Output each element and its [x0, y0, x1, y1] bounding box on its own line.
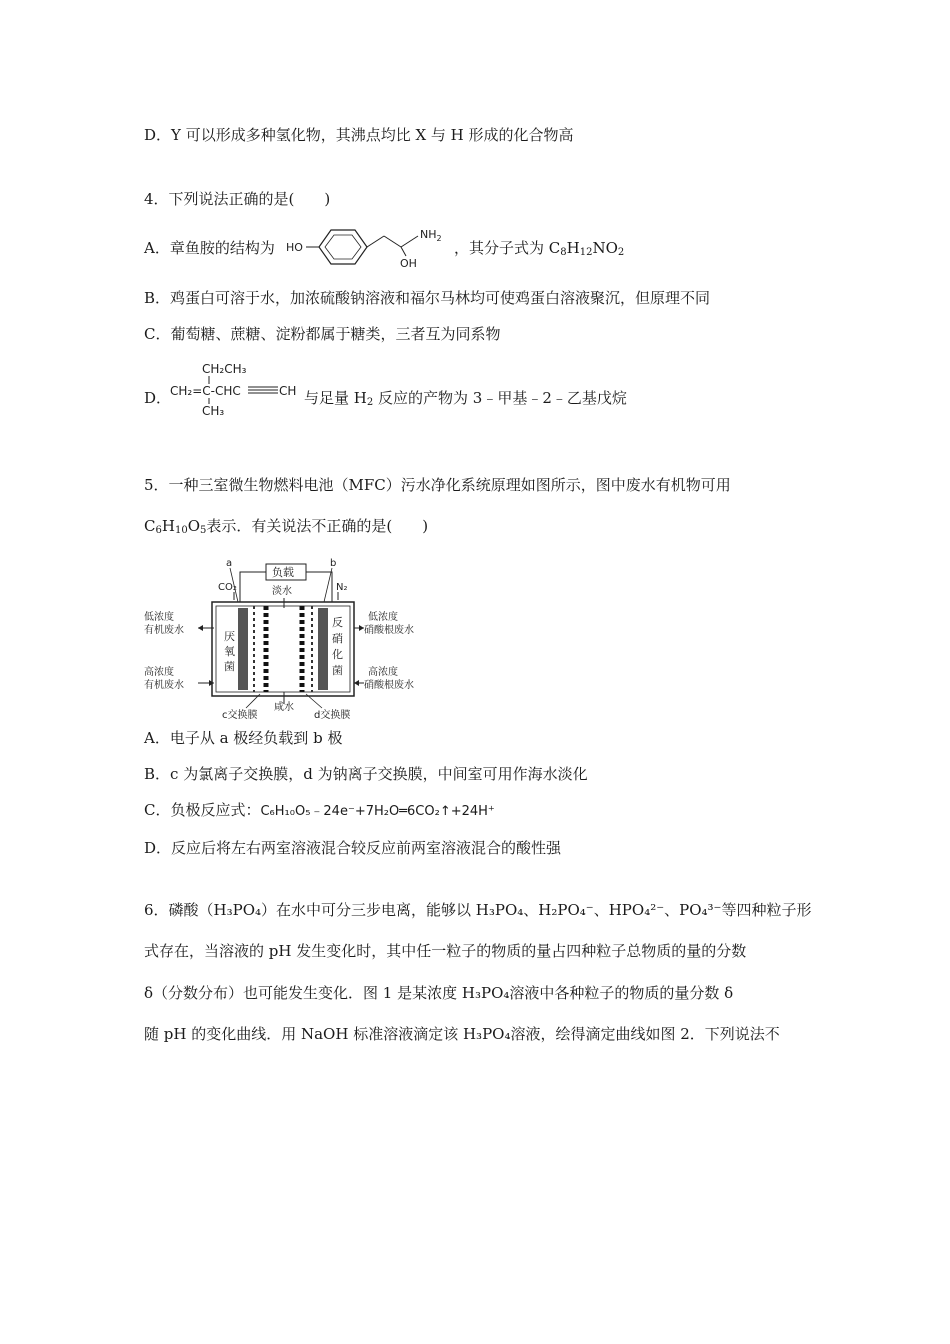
q4-option-c: C．葡萄糖、蔗糖、淀粉都属于糖类，三者互为同系物	[144, 325, 501, 343]
q5-stem-line2: $C_6H_{10}O_5$表示．有关说法不正确的是( )	[144, 517, 429, 536]
q4-option-b: B．鸡蛋白可溶于水，加浓硫酸钠溶液和福尔马林均可使鸡蛋白溶液聚沉，但原理不同	[144, 289, 711, 307]
bond	[401, 247, 406, 256]
q5-option-d: D．反应后将左右两室溶液混合较反应前两室溶液混合的酸性强	[144, 839, 562, 857]
low-organic-1: 低浓度	[144, 612, 174, 623]
q6-line3: δ（分数分布）也可能发生变化．图 1 是某浓度 H₃PO₄溶液中各种粒子的物质的量分数 δ	[144, 984, 734, 1002]
anaerobic-2: 氧	[224, 645, 235, 658]
salt-water-label: 咸水	[274, 702, 294, 713]
bond	[401, 236, 418, 247]
denitrify-4: 菌	[332, 664, 343, 677]
high-nitrate-1: 高浓度	[368, 667, 398, 678]
wire-right	[306, 572, 332, 602]
anaerobic-1: 厌	[224, 630, 235, 643]
electrode-b	[318, 608, 328, 690]
q4-option-d-text: 与足量 $H_2$ 反应的产物为 3﹣甲基﹣2﹣乙基戊烷	[304, 389, 627, 408]
denitrify-1: 反	[332, 616, 343, 629]
octopamine-structure	[284, 218, 454, 274]
high-organic-2: 有机废水	[144, 680, 184, 691]
struct-d-ch: CH	[279, 384, 297, 398]
q5-option-b: B．c 为氯离子交换膜，d 为钠离子交换膜，中间室可用作海水淡化	[144, 765, 588, 783]
q6-line2: 式存在，当溶液的 pH 发生变化时，其中任一粒子的物质的量占四种粒子总物质的量的分数	[144, 942, 747, 960]
label-a: a	[226, 558, 233, 569]
low-nitrate-1: 低浓度	[368, 612, 398, 623]
mfc-diagram	[142, 556, 442, 722]
bond	[367, 236, 384, 247]
label-b: b	[330, 558, 337, 569]
q5-stem-line1: 5．一种三室微生物燃料电池（MFC）污水净化系统原理如图所示，图中废水有机物可用	[144, 476, 731, 494]
q4-stem: 4．下列说法正确的是( )	[144, 190, 331, 208]
denitrify-3: 化	[332, 648, 343, 661]
struct-a-ho: HO	[286, 241, 303, 254]
benzene-inner	[325, 235, 361, 259]
q6-line1: 6．磷酸（H₃PO₄）在水中可分三步电离，能够以 H₃PO₄、H₂PO₄⁻、HPO₄²⁻、PO₄³⁻等四种粒子形	[144, 901, 812, 919]
fresh-water-label: 淡水	[272, 586, 292, 597]
membrane-d-label: d交换膜	[314, 710, 351, 721]
co2-label: CO₂	[218, 582, 237, 593]
alkyne-structure	[168, 360, 308, 418]
load-label: 负载	[272, 566, 294, 579]
q6-line4: 随 pH 的变化曲线．用 NaOH 标准溶液滴定该 H₃PO₄溶液，绘得滴定曲线如图 2．下列说法不	[144, 1025, 780, 1043]
denitrify-2: 硝	[332, 632, 343, 645]
q3-option-d: D．Y 可以形成多种氢化物，其沸点均比 X 与 H 形成的化合物高	[144, 126, 574, 144]
struct-d-main: CH₂=C-CHC	[170, 384, 241, 398]
high-organic-1: 高浓度	[144, 667, 174, 678]
struct-d-top: CH₂CH₃	[202, 362, 247, 376]
q4-option-d-prefix: D．	[144, 389, 172, 407]
struct-d-bottom: CH₃	[202, 404, 225, 418]
anaerobic-3: 菌	[224, 660, 235, 673]
bond	[384, 236, 401, 247]
n2-label: N₂	[336, 582, 348, 593]
low-organic-2: 有机废水	[144, 625, 184, 636]
high-nitrate-2: 硝酸根废水	[364, 680, 414, 691]
q4-option-a-prefix: A．章鱼胺的结构为	[144, 239, 275, 257]
membrane-c-label: c交换膜	[222, 710, 258, 721]
q4-option-a-formula: ，其分子式为 $C_8H_{12}NO_2$	[454, 239, 625, 258]
electrode-a	[238, 608, 248, 690]
low-nitrate-2: 硝酸根废水	[364, 625, 414, 636]
q4-option-a	[144, 238, 275, 258]
q5-option-a: A．电子从 a 极经负载到 b 极	[144, 729, 343, 747]
wire-left	[240, 572, 266, 602]
q5-option-c: C．负极反应式：C₆H₁₀O₅﹣24e⁻+7H₂O═6CO₂↑+24H⁺	[144, 801, 495, 819]
struct-a-oh: OH	[400, 257, 417, 270]
struct-a-nh2: $NH_2$	[420, 228, 442, 243]
